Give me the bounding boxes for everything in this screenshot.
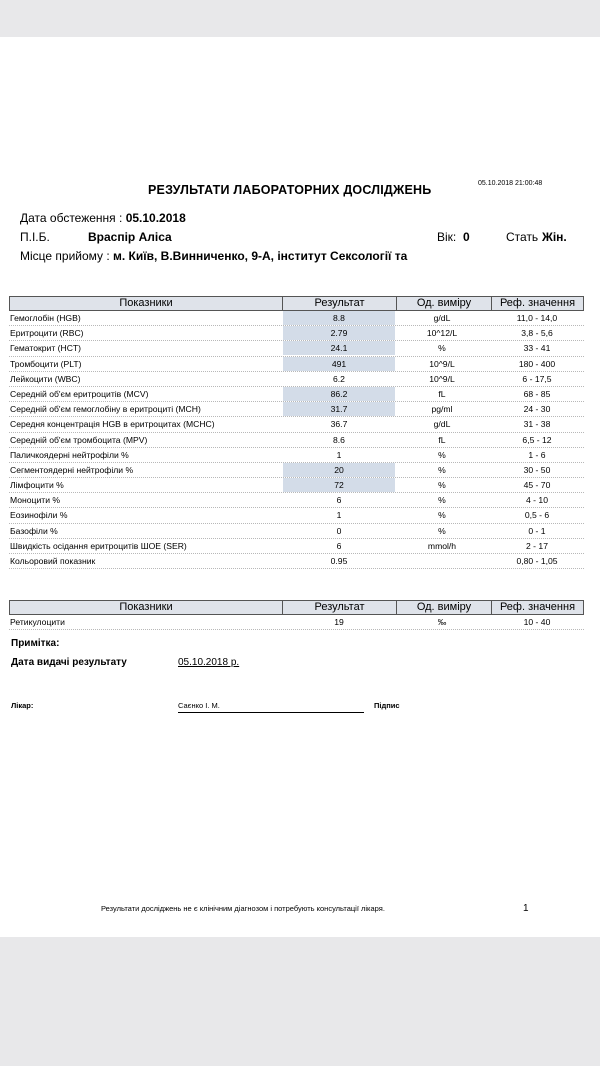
cell-parameter: Середній об'єм гемоглобіну в еритроциті (MCH) [10, 404, 201, 415]
cell-result: 1 [336, 510, 342, 521]
cell-parameter: Гемоглобін (HGB) [10, 313, 81, 323]
cell-unit: % [438, 464, 446, 475]
cell-reference: 1 - 6 [528, 449, 546, 460]
sex-label: Стать [506, 230, 539, 244]
table-row [9, 539, 584, 554]
cell-result: 24.1 [283, 341, 395, 355]
table-row [9, 433, 584, 448]
cell-result: 6.2 [333, 373, 345, 384]
report-timestamp: 05.10.2018 21:00:48 [478, 180, 543, 187]
cell-unit: % [438, 449, 446, 460]
col-header-parameter: Показники [119, 297, 173, 309]
table-row [9, 448, 584, 463]
cell-result: 6 [336, 495, 342, 506]
exam-date-label: Дата обстеження : [20, 211, 123, 225]
table-row [9, 311, 584, 326]
cell-reference: 11,0 - 14,0 [516, 313, 558, 323]
table-row [9, 478, 584, 493]
doctor-name: Саєнко І. М. [178, 701, 364, 713]
cell-reference: 6 - 17,5 [522, 373, 552, 384]
page-number: 1 [523, 903, 529, 914]
name-label: П.І.Б. [20, 230, 50, 244]
cell-result: 491 [283, 357, 395, 371]
cell-result: 0.95 [330, 556, 348, 566]
exam-date: 05.10.2018 [125, 211, 186, 225]
age-label: Вік: [437, 230, 457, 244]
cell-parameter: Базофіли % [10, 525, 58, 536]
exam-date-row [20, 211, 186, 225]
cell-unit: fL [438, 434, 446, 445]
cell-parameter: Еозинофіли % [10, 510, 68, 521]
cell-reference: 0,5 - 6 [524, 510, 550, 521]
signature-label: Підпис [374, 701, 400, 710]
col-header-unit: Од. виміру [396, 601, 491, 614]
report-title: РЕЗУЛЬТАТИ ЛАБОРАТОРНИХ ДОСЛІДЖЕНЬ [148, 183, 432, 197]
age-value: 0 [463, 230, 470, 244]
cell-reference: 3,8 - 5,6 [521, 328, 553, 339]
cell-reference: 0,80 - 1,05 [516, 556, 558, 566]
cell-unit: % [438, 525, 446, 536]
reticulocytes-table [9, 600, 584, 630]
cell-result: 2.79 [283, 326, 395, 340]
table-row [9, 357, 584, 372]
table-row [9, 341, 584, 356]
place-label: Місце прийому : [20, 249, 110, 263]
cell-unit: 10^9/L [429, 373, 455, 384]
report-page [0, 37, 600, 937]
cell-parameter: Середній об'єм тромбоцита (MPV) [10, 434, 148, 445]
cell-parameter: Середня концентрація HGB в еритроцитах (MCHC) [10, 419, 215, 430]
cell-reference: 31 - 38 [523, 419, 551, 430]
cell-parameter: Гематокрит (HCT) [10, 343, 82, 354]
table-row [9, 387, 584, 402]
cell-reference: 24 - 30 [523, 404, 551, 415]
cell-parameter: Ретикулоцити [10, 617, 65, 627]
cell-parameter: Лейкоцити (WBC) [10, 373, 81, 384]
cell-parameter: Паличкоядерні нейтрофіли % [10, 449, 129, 460]
issue-date: 05.10.2018 р. [178, 657, 240, 668]
disclaimer: Результати досліджень не є клінічним діагнозом і потребують консультації лікаря. [101, 904, 385, 913]
cell-unit: 10^9/L [429, 358, 455, 369]
cell-parameter: Лімфоцити % [10, 480, 64, 491]
cell-unit: % [438, 510, 446, 521]
cell-unit: ‰ [437, 617, 447, 627]
col-header-parameter: Показники [119, 601, 173, 613]
cell-result: 19 [334, 617, 344, 627]
cell-reference: 180 - 400 [518, 358, 556, 369]
table-row [9, 615, 584, 630]
col-header-reference: Реф. значення [491, 297, 583, 310]
cell-reference: 33 - 41 [523, 343, 551, 354]
cell-reference: 10 - 40 [523, 617, 551, 627]
patient-name: Враспір Аліса [88, 230, 172, 244]
issue-date-label: Дата видачі результату [11, 657, 127, 668]
cell-result: 86.2 [283, 387, 395, 401]
note-label: Примітка: [11, 638, 60, 649]
cell-unit: pg/ml [431, 404, 453, 415]
col-header-result: Результат [282, 297, 396, 310]
results-table-body [9, 311, 584, 569]
cell-result: 8.6 [333, 434, 345, 445]
cell-unit: % [438, 495, 446, 506]
table-row [9, 508, 584, 523]
cell-parameter: Середній об'єм еритроцитів (MCV) [10, 388, 149, 399]
cell-unit: % [438, 343, 446, 354]
cell-reference: 4 - 10 [526, 495, 548, 506]
cell-unit: 10^12/L [426, 328, 458, 339]
col-header-reference: Реф. значення [491, 601, 583, 614]
cell-parameter: Еритроцити (RBC) [10, 328, 84, 339]
doctor-label: Лікар: [11, 701, 34, 710]
col-header-result: Результат [282, 601, 396, 614]
cell-result: 31.7 [283, 402, 395, 416]
table-row [9, 372, 584, 387]
sex-value: Жін. [542, 230, 567, 244]
cell-parameter: Швидкість осідання еритроцитів ШОЕ (SER) [10, 540, 187, 551]
reticulocytes-table-body [9, 615, 584, 630]
cell-reference: 68 - 85 [523, 388, 551, 399]
cell-result: 6 [336, 540, 342, 551]
cell-parameter: Сегментоядерні нейтрофіли % [10, 464, 134, 475]
place-value: м. Київ, В.Винниченко, 9-А, інститут Сексології та [113, 249, 408, 263]
cell-result: 0 [336, 525, 342, 536]
cell-unit: g/dL [433, 313, 451, 323]
reticulocytes-table-header [9, 600, 584, 615]
cell-unit: g/dL [433, 419, 451, 430]
table-row [9, 524, 584, 539]
cell-unit: fL [438, 388, 446, 399]
cell-unit [394, 554, 490, 568]
cell-result: 20 [283, 463, 395, 477]
cell-result: 72 [283, 478, 395, 492]
table-row [9, 417, 584, 432]
cell-unit: % [438, 480, 446, 491]
table-row [9, 326, 584, 341]
cell-parameter: Тромбоцити (PLT) [10, 358, 82, 369]
table-row [9, 493, 584, 508]
cell-parameter: Кольоровий показник [10, 556, 96, 566]
cell-parameter: Моноцити % [10, 495, 61, 506]
cell-reference: 30 - 50 [523, 464, 551, 475]
results-table [9, 296, 584, 569]
table-row [9, 402, 584, 417]
cell-reference: 0 - 1 [528, 525, 546, 536]
cell-reference: 45 - 70 [523, 480, 551, 491]
cell-reference: 2 - 17 [526, 540, 548, 551]
cell-unit: mmol/h [427, 540, 457, 551]
results-table-header [9, 296, 584, 311]
cell-result: 8.8 [283, 311, 395, 325]
cell-result: 36.7 [330, 419, 348, 430]
col-header-unit: Од. виміру [396, 297, 491, 310]
table-row [9, 554, 584, 569]
cell-result: 1 [336, 449, 342, 460]
table-row [9, 463, 584, 478]
cell-reference: 6,5 - 12 [522, 434, 552, 445]
